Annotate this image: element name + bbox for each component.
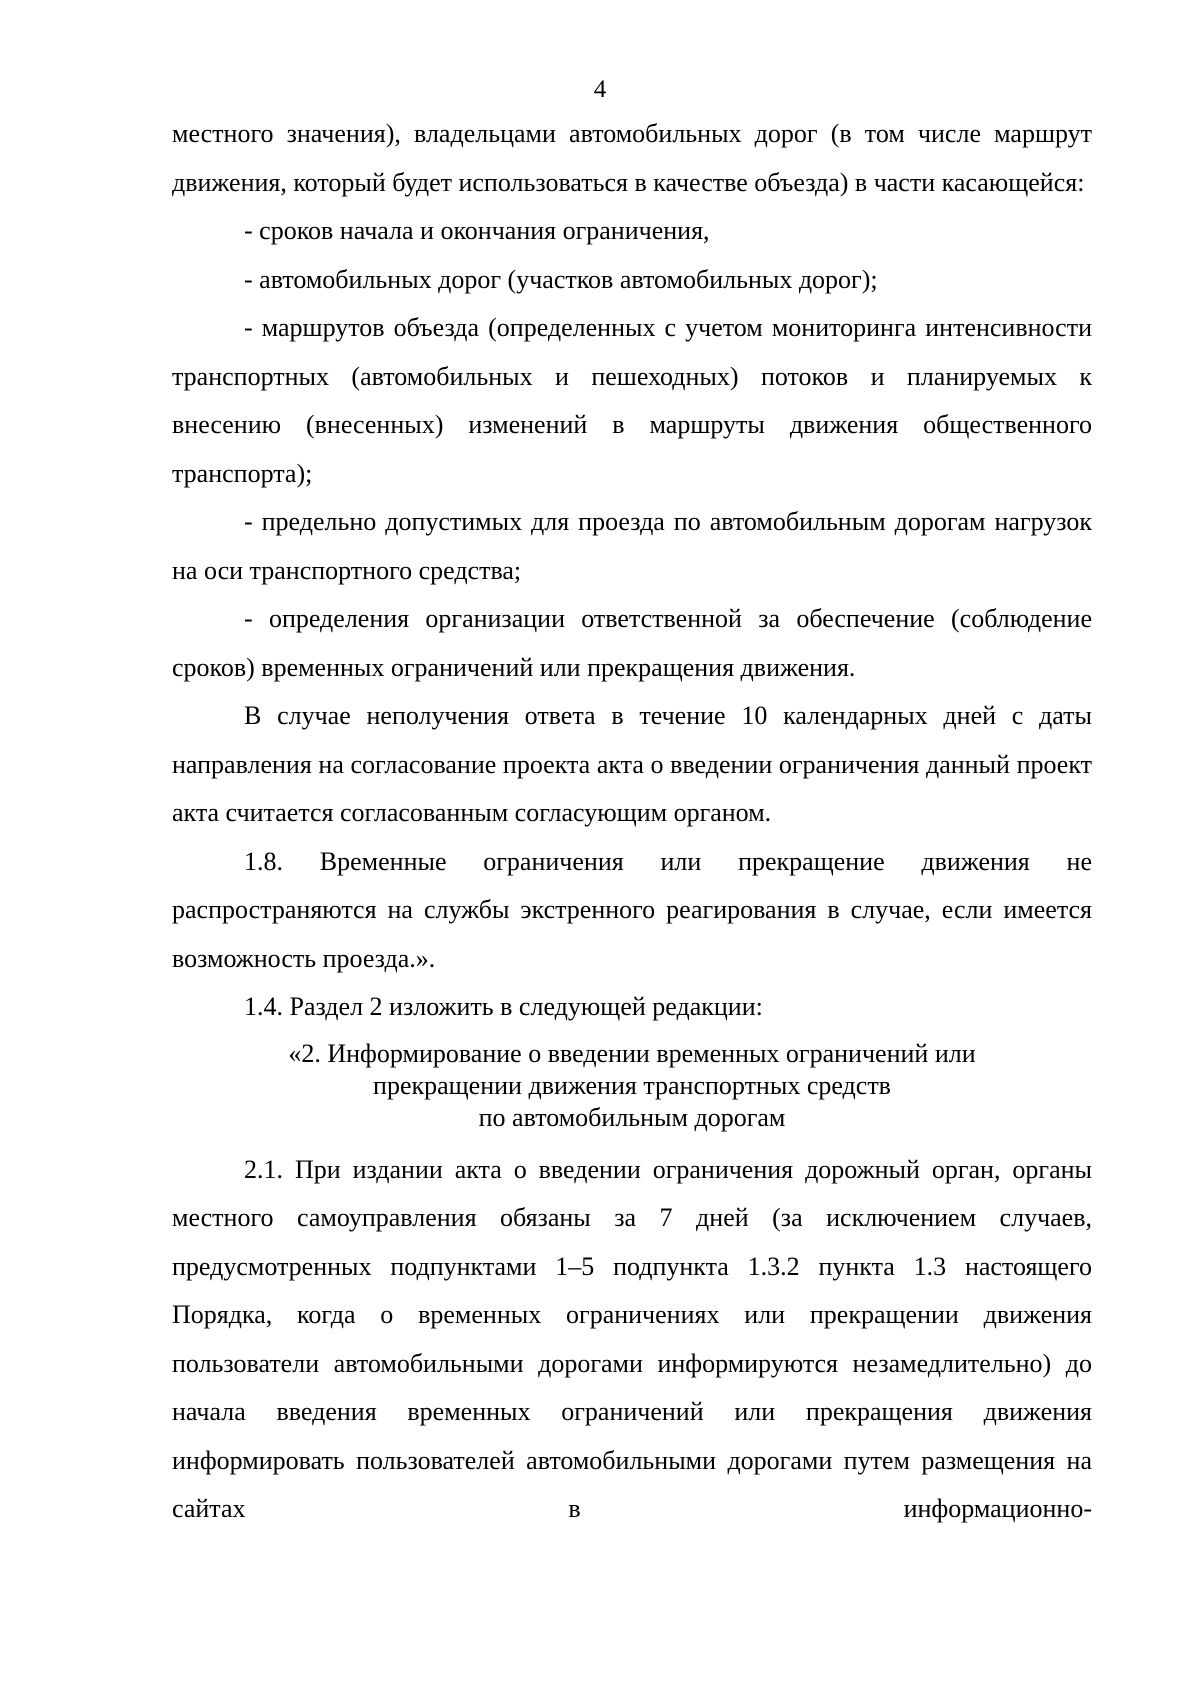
list-item-axle-loads: - предельно допустимых для проезда по автомобильным дорогам нагрузок на оси транспортного средства; (172, 507, 1092, 585)
paragraph-no-response: В случае неполучения ответа в течение 10 календарных дней с даты направления на согласование проекта акта о введении ограничения данный проект акта считается согласованным согласующим органом. (172, 701, 1092, 827)
document-body (172, 110, 1092, 1534)
list-item-terms: - сроков начала и окончания ограничения, (244, 216, 710, 245)
list-item-roads: - автомобильных дорог (участков автомобильных дорог); (244, 264, 878, 294)
section-2-heading (172, 1038, 1092, 1134)
heading-line: «2. Информирование о введении временных ограничений или (288, 1038, 976, 1068)
heading-line: прекращении движения транспортных средств (373, 1070, 891, 1100)
paragraph-2-1: 2.1. При издании акта о введении ограничения дорожный орган, органы местного самоуправления обязаны за 7 дней (за исключением случаев, предусмотренных подпунктами 1–5 подпункта 1.3.2 пункта 1.3 настоящего Порядка, когда о временных ограничениях или прекращении движения пользователи автомобильными дорогами информируются незамедлительно) до начала введения временных ограничений или прекращения движения информировать пользователей автомобильными дорогами путем размещения на сайтах в информационно- (172, 1154, 1092, 1523)
paragraph-1-4: 1.4. Раздел 2 изложить в следующей редакции: (244, 992, 763, 1021)
list-item-detour-routes: - маршрутов объезда (определенных с учетом мониторинга интенсивности транспортных (автомобильных и пешеходных) потоков и планируемых к внесению (внесенных) изменений в маршруты движения общественного транспорта); (172, 313, 1092, 488)
page-number: 4 (593, 76, 607, 103)
paragraph-1-8: 1.8. Временные ограничения или прекращение движения не распространяются на службы экстренного реагирования в случае, если имеется возможность проезда.». (172, 846, 1092, 973)
paragraph-continuation: местного значения), владельцами автомобильных дорог (в том числе маршрут движения, который будет использоваться в качестве объезда) в части касающейся: (172, 119, 1092, 197)
heading-line: по автомобильным дорогам (478, 1102, 786, 1132)
list-item-responsible-organization: - определения организации ответственной за обеспечение (соблюдение сроков) временных ограничений или прекращения движения. (172, 604, 1092, 682)
